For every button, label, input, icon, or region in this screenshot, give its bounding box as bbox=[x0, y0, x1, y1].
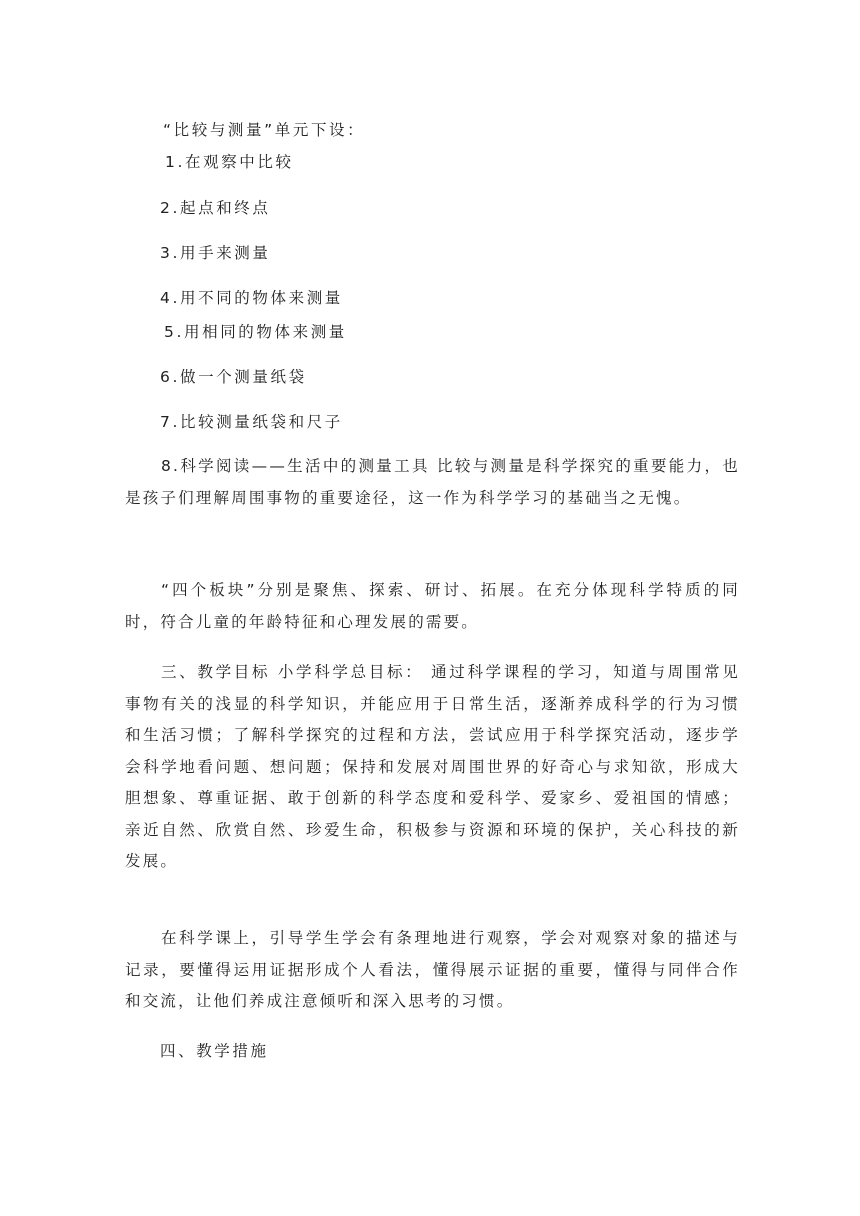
paragraph-science-reading bbox=[125, 451, 740, 514]
unit-intro: “比较与测量”单元下设： bbox=[163, 121, 366, 139]
lesson-item: 1.在观察中比较 bbox=[165, 153, 294, 171]
paragraph-four-blocks bbox=[125, 575, 740, 638]
lesson-item: 7.比较测量纸袋和尺子 bbox=[160, 413, 343, 431]
paragraph-text: 三、教学目标 小学科学总目标： 通过科学课程的学习，知道与周围常见事物有关的浅显的科学知识，并能应用于日常生活，逐渐养成科学的行为习惯和生活习惯；了解科学探究的过程和方法，尝试应用于科学探究活动，逐步学会科学地看问题、想问题；保持和发展对周围世界的好奇心与求知欲，形成大胆想象、尊重证据、敢于创新的科学态度和爱科学、爱家乡、爱祖国的情感；亲近自然、欣赏自然、珍爱生命，积极参与资源和环境的保护，关心科技的新发展。 bbox=[125, 663, 740, 870]
paragraph-text: 在科学课上，引导学生学会有条理地进行观察，学会对观察对象的描述与记录，要懂得运用证据形成个人看法，懂得展示证据的重要，懂得与同伴合作和交流，让他们养成注意倾听和深入思考的习惯。 bbox=[125, 929, 740, 1010]
paragraph-text: “四个板块”分别是聚焦、探索、研讨、拓展。在充分体现科学特质的同时，符合儿童的年龄特征和心理发展的需要。 bbox=[125, 581, 740, 631]
section-heading: 四、教学措施 bbox=[160, 1042, 269, 1060]
paragraph-classroom bbox=[125, 923, 740, 1018]
paragraph-text: 8.科学阅读——生活中的测量工具 比较与测量是科学探究的重要能力，也是孩子们理解周围事物的重要途径，这一作为科学学习的基础当之无愧。 bbox=[125, 457, 740, 507]
lesson-item: 5.用相同的物体来测量 bbox=[164, 323, 347, 341]
lesson-item: 3.用手来测量 bbox=[160, 244, 271, 262]
lesson-item: 4.用不同的物体来测量 bbox=[160, 289, 343, 307]
paragraph-teaching-goals bbox=[125, 657, 740, 878]
lesson-item: 6.做一个测量纸袋 bbox=[160, 368, 307, 386]
lesson-item: 2.起点和终点 bbox=[160, 199, 271, 217]
